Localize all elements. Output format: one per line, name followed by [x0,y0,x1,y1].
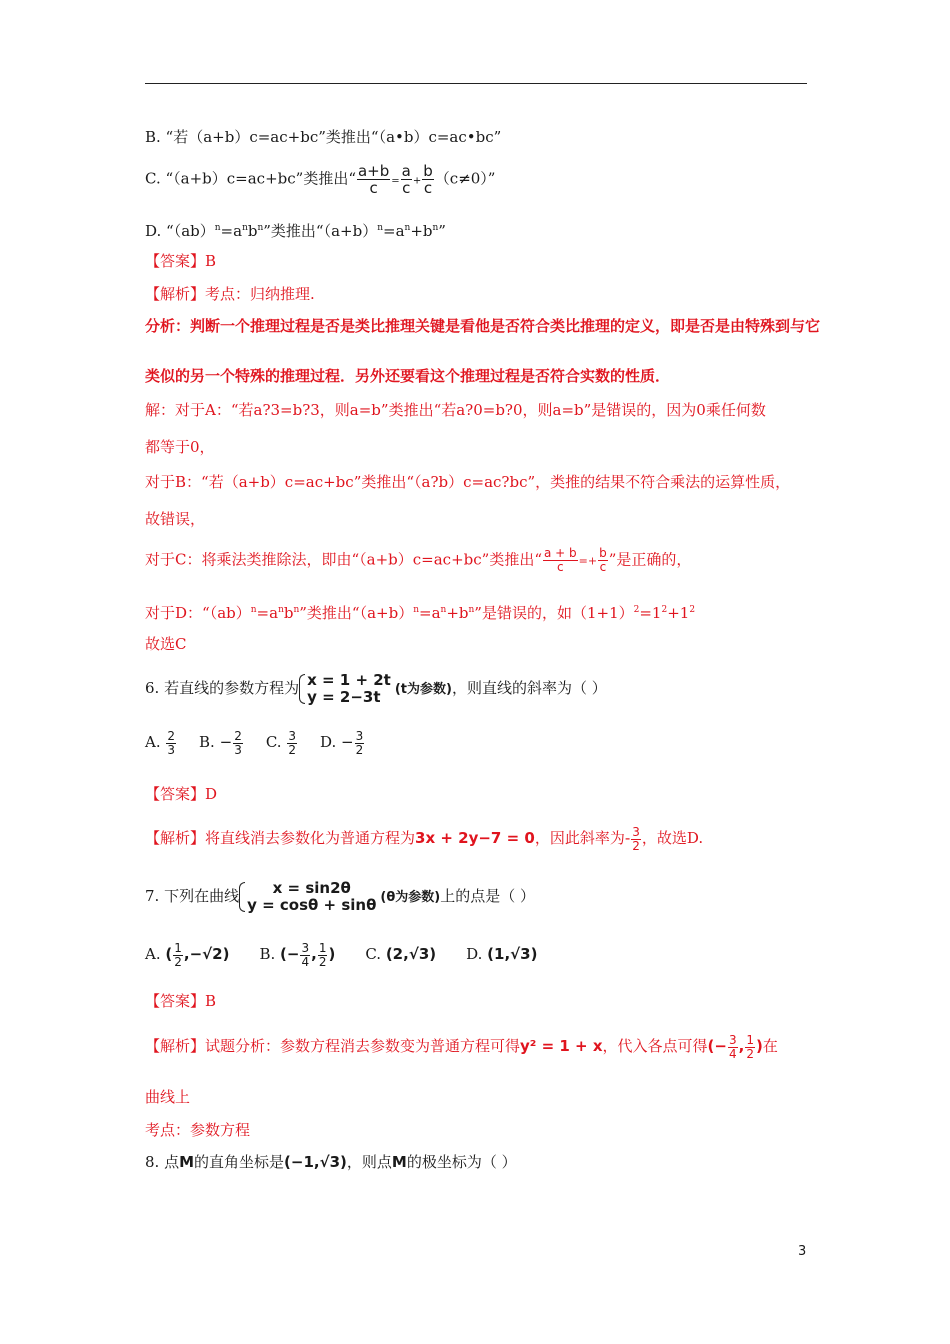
q5-fenxi-line2: 类似的另一个特殊的推理过程．另外还要看这个推理过程是否符合实数的性质． [145,367,671,385]
q5-option-d: D. “$(ab)^n=a^nb^n$”类推出“$(a+b)^n=a^n+b^n$” [145,222,446,240]
q5-answer: 【答案】B [145,252,217,270]
q5-jie-line5: 对于C：将乘法类推除法，即由“（a+b）c=ac+bc”类推出“ $\frac{a + b}{c}$ =+ $\frac{b}{c}$ ”是正确的， [145,546,692,574]
page-number: 3 [798,1244,807,1259]
q7-stem: 7. 下列在曲线 x = sin2θ y = cosθ + sinθ (θ为参数)上的点是（ ） [145,879,535,914]
q8-stem: 8. 点M的直角坐标是(−1,√3)，则点M的极坐标为（ ） [145,1153,517,1171]
q5-analysis-head: 【解析】考点：归纳推理. [145,285,315,303]
q5-jie-line3: 对于B：“若（a+b）c=ac+bc”类推出“（a?b）c=ac?bc”，类推的结果不符合乘法的运算性质， [145,473,791,491]
q5-jie-line6: 对于D：“$(ab)^n=a^nb^n$”类推出“$(a+b)^n=a^n+b^n$”是错误的，如$(1+1)^2=1^2+1^2$ [145,604,696,622]
q7-jiexi-line2: 曲线上 [145,1088,191,1106]
q7-jiexi: 【解析】试题分析：参数方程消去参数变为普通方程可得y² = 1 + x，代入各点可得(− $\frac{3}{4}$ , $\frac{1}{2}$ )在 [145,1032,778,1061]
q6-stem: 6. 若直线的参数方程为 x = 1 + 2t y = 2−3t (t为参数)，则直线的斜率为（ ） [145,671,607,706]
q5-jie-line2: 都等于0， [145,438,215,456]
header-rule [145,83,807,84]
q5-fenxi-line1: 分析：判断一个推理过程是否是类比推理关键是看他是否符合类比推理的定义，即是否是由特殊到与它 [145,317,821,335]
q5-option-b: B. “若（a+b）c=ac+bc”类推出“（a•b）c=ac•bc” [145,128,502,146]
q5-jie-line4: 故错误， [145,510,206,528]
q7-equation-system: x = sin2θ y = cosθ + sinθ [239,880,376,914]
q7-answer: 【答案】B [145,992,217,1010]
q7-kaodian: 考点：参数方程 [145,1121,251,1139]
q5-jie-line1: 解：对于A：“若a?3=b?3，则a=b”类推出“若a?0=b?0，则a=b”是错误的，因为0乘任何数 [145,401,766,419]
q6-options: A. $\frac{2}{3}$ B. − $\frac{2}{3}$ C. $\frac{3}{2}$ D. − $\frac{3}{2}$ [145,728,364,757]
q5-option-c: C. “（a+b）c=ac+bc”类推出“ $\frac{a+b}{c}$ = $\frac{a}{c}$ + $\frac{b}{c}$ （c≠0）” [145,162,496,197]
q6-answer: 【答案】D [145,785,218,803]
q6-equation-system: x = 1 + 2t y = 2−3t [299,672,391,706]
q6-jiexi: 【解析】将直线消去参数化为普通方程为3x + 2y−7 = 0，因此斜率为- $\frac{3}{2}$ ，故选D. [145,824,704,853]
q7-options: A. ( $\frac{1}{2}$ ,−√2) B. (− $\frac{3}{4}$ , $\frac{1}{2}$ ) C. (2,√3) D. (1,√3) [145,940,538,969]
q5-jie-line7: 故选C [145,635,187,653]
